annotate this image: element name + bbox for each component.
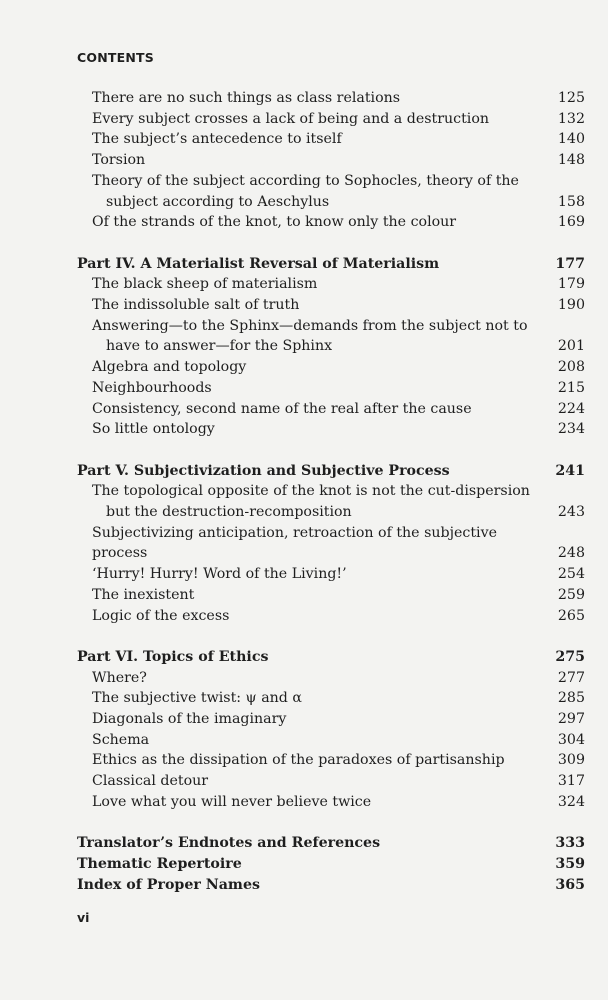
toc-entry-title-line: Schema [92,731,150,748]
toc-entry-title [77,833,555,854]
toc-entry-title-line: Theory of the subject according to Sophocles, theory of the [92,172,519,189]
toc-entry-page: 254 [557,566,585,583]
toc-entry [77,212,585,233]
toc-entry-title [77,461,555,482]
toc-entry [77,109,585,130]
toc-entry-title-line: ‘Hurry! Hurry! Word of the Living!’ [92,566,347,583]
toc-entry-title [77,399,555,420]
toc-entry-title [77,585,555,606]
toc-entry-title-line: Torsion [92,152,146,169]
toc-entry-page: 243 [557,504,585,521]
toc-entry-title [77,316,555,357]
toc-entry [77,171,585,212]
toc-entry-page: 265 [557,607,585,624]
toc-entry-page: 179 [557,276,585,293]
toc-entry-title-line: The inexistent [92,586,195,603]
toc-entry [77,419,585,440]
toc-entry-title [77,171,555,212]
toc-entry-title-line: Consistency, second name of the real after the cause [92,400,472,417]
running-head: CONTENTS [77,50,154,65]
toc-entry [77,129,585,150]
toc-entry-title-line: Love what you will never believe twice [92,793,372,810]
toc-entry-page: 215 [557,379,585,396]
toc-entry-title-line: Part IV. A Materialist Reversal of Materialism [77,255,440,272]
toc-entry-title [77,254,555,275]
toc-entry [77,378,585,399]
toc-part-heading [77,254,585,275]
toc-entry-title [77,274,555,295]
toc-entry-title-line: Subjectivizing anticipation, retroaction of the subjective process [92,524,497,562]
toc-entry-title-line: Part VI. Topics of Ethics [77,648,269,665]
toc-entry-title [77,792,555,813]
toc-entry-page: 224 [557,400,585,417]
toc-back-matter-entry [77,854,585,875]
toc-entry [77,88,585,109]
toc-entry-page: 317 [557,773,585,790]
toc-entry-page: 132 [557,110,585,127]
toc-entry-page: 275 [555,648,585,665]
toc-entry-page: 125 [557,90,585,106]
toc-entry-title [77,606,555,627]
toc-entry-page: 359 [555,855,585,872]
toc-entry-page: 241 [555,462,585,479]
toc-entry-title [77,709,555,730]
toc-entry-title [77,647,555,668]
toc-entry-page: 304 [557,731,585,748]
toc-entry-page: 333 [555,835,585,852]
toc-entry-title-line: There are no such things as class relations [92,90,401,106]
toc-entry-title [77,668,555,689]
toc-entry-title [77,523,555,564]
toc-entry [77,523,585,564]
toc-entry-title-line: but the destruction-recomposition [106,504,352,521]
toc-entry-page: 190 [557,297,585,314]
toc-entry-title-line: Thematic Repertoire [77,855,242,872]
toc-entry-page: 309 [557,752,585,769]
toc-entry-title-line: So little ontology [92,421,215,438]
toc-entry-title [77,750,555,771]
toc-entry [77,564,585,585]
toc-entry-title [77,875,555,896]
toc-entry-title [77,771,555,792]
toc-entry-title-line: Where? [92,669,147,686]
toc-entry-title-line: Index of Proper Names [77,876,260,893]
toc-entry-title [77,150,555,171]
toc-entry-page: 158 [557,193,585,210]
toc-part-heading [77,461,585,482]
toc-entry [77,481,585,522]
toc-entry-title-line: Algebra and topology [92,359,247,376]
toc-entry-page: 234 [557,421,585,438]
toc-entry-title [77,109,555,130]
toc-entry-title-line: Diagonals of the imaginary [92,711,287,728]
toc-entry-title [77,730,555,751]
toc-entry-title [77,357,555,378]
toc-entry [77,730,585,751]
toc-entry-title-line: The topological opposite of the knot is not the cut-dispersion [92,483,530,500]
toc-entry-page: 148 [557,152,585,169]
toc-entry-title-line: The subjective twist: ψ and α [92,690,302,707]
toc-part-heading [77,833,585,854]
toc-entry-title [77,854,555,875]
toc-entry-title-line: Neighbourhoods [92,379,212,396]
toc-entry [77,274,585,295]
table-of-contents [77,88,585,895]
toc-entry-title [77,88,555,109]
toc-entry-page: 277 [557,669,585,686]
toc-entry-page: 259 [557,586,585,603]
toc-entry [77,295,585,316]
toc-entry-title [77,419,555,440]
toc-entry [77,688,585,709]
toc-entry-page: 324 [557,793,585,810]
toc-entry-title [77,688,555,709]
toc-entry-title-line: The indissoluble salt of truth [92,297,300,314]
toc-entry [77,771,585,792]
toc-entry-title-line: The subject’s antecedence to itself [92,131,342,148]
toc-entry-page: 285 [557,690,585,707]
toc-entry [77,399,585,420]
toc-back-matter-entry [77,875,585,896]
page-number: vi [77,910,90,925]
toc-entry-title-line: Part V. Subjectivization and Subjective Process [77,462,450,479]
toc-entry-title-line: Ethics as the dissipation of the paradoxes of partisanship [92,752,505,769]
toc-entry [77,606,585,627]
toc-entry-title-line: Classical detour [92,773,209,790]
toc-entry-title-line: subject according to Aeschylus [106,193,330,210]
toc-entry [77,709,585,730]
toc-entry-title-line: Logic of the excess [92,607,230,624]
toc-entry-page: 169 [557,214,585,231]
toc-entry-page: 140 [557,131,585,148]
toc-entry-title-line: The black sheep of materialism [92,276,318,293]
toc-entry-title [77,212,555,233]
toc-entry-page: 365 [555,876,585,893]
toc-entry-title-line: Translator’s Endnotes and References [77,835,381,852]
toc-entry-title-line: Answering—to the Sphinx—demands from the subject not to [92,317,528,334]
toc-entry [77,357,585,378]
toc-entry [77,316,585,357]
toc-entry-title [77,481,555,522]
toc-entry-title [77,129,555,150]
toc-entry [77,750,585,771]
toc-entry-page: 248 [557,545,585,562]
toc-entry [77,668,585,689]
toc-entry-page: 297 [557,711,585,728]
toc-part-heading [77,647,585,668]
toc-entry-page: 177 [555,255,585,272]
toc-entry [77,150,585,171]
toc-entry-title [77,564,555,585]
toc-entry-title-line: have to answer—for the Sphinx [106,338,333,355]
toc-entry [77,585,585,606]
toc-entry-page: 201 [557,338,585,355]
toc-entry-title [77,295,555,316]
toc-entry-title-line: Of the strands of the knot, to know only the colour [92,214,457,231]
toc-entry [77,792,585,813]
toc-entry-title [77,378,555,399]
toc-entry-title-line: Every subject crosses a lack of being and a destruction [92,110,490,127]
toc-entry-page: 208 [557,359,585,376]
